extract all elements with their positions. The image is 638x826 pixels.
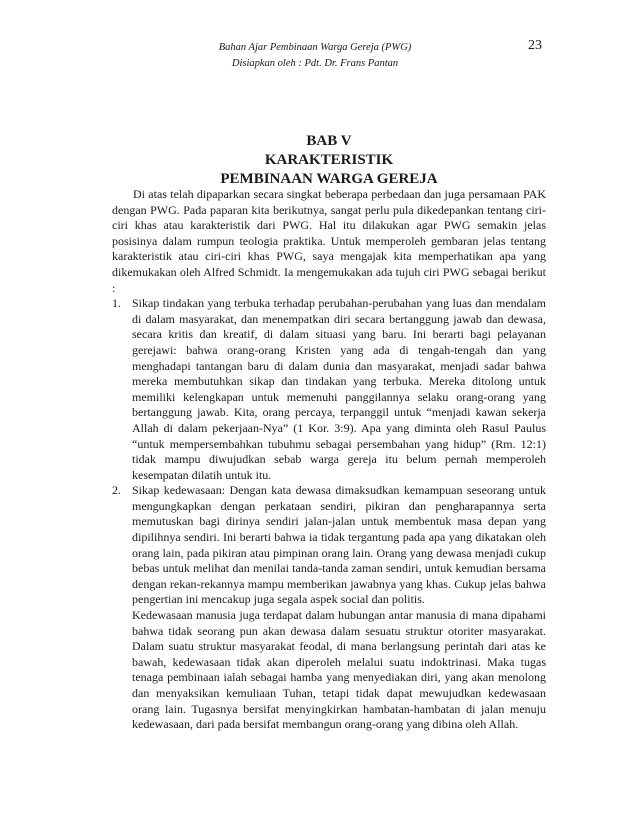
list-item-text-continued: Kedewasaan manusia juga terdapat dalam hubungan antar manusia di mana dipahami bahwa tidak seorang pun akan dewasa dalam sesuatu struktur otoriter masyarakat. Dalam suatu struktur masyarakat feodal, di mana berlangsung perintah dari atas ke bawah, kedewasaan tidak akan diperoleh melalui suatu indoktrinasi. Maka tugas tenaga pembinaan ialah sebagai hamba yang menyediakan diri, yang akan menolong dan menyaksikan kemuliaan Tuhan, tetapi tidak dapat mewujudkan kedewasaan orang lain. Tugasnya bersifat menyingkirkan hambatan-hambatan di jalan menuju kedewasaan, dari pada bersifat membangun orang-orang yang dibina oleh Allah. <box>132 608 546 732</box>
list-item <box>112 483 546 733</box>
header-line-2: Disiapkan oleh : Pdt. Dr. Frans Pantan <box>231 58 399 69</box>
list-item-number: 1. <box>112 296 121 311</box>
chapter-title-2: PEMBINAAN WARGA GEREJA <box>220 171 438 187</box>
list-item-number: 2. <box>112 483 121 498</box>
chapter-label: BAB V <box>306 133 352 149</box>
page-number: 23 <box>528 38 542 53</box>
running-header <box>170 40 460 72</box>
header-line-1: Bahan Ajar Pembinaan Warga Gereja (PWG) <box>218 42 412 53</box>
intro-paragraph: Di atas telah dipaparkan secara singkat beberapa perbedaan dan juga persamaan PAK dengan PWG. Pada paparan kita berikutnya, sangat perlu pula dikedepankan tentang ciri-ciri khas atau karakteristik dari PWG. Hal itu dilakukan agar PWG semakin jelas posisinya dalam rumpun teologia praktika. Untuk memperoleh gembaran jelas tentang karakteristik atau ciri-ciri khas PWG, saya mengajak kita memperhatikan apa yang dikemukakan oleh Alfred Schmidt. Ia mengemukakan ada tujuh ciri PWG sebagai berikut : <box>112 187 546 295</box>
chapter-heading <box>112 132 546 189</box>
chapter-title-1: KARAKTERISTIK <box>264 152 394 168</box>
list-item-text: Sikap tindakan yang terbuka terhadap perubahan-perubahan yang luas dan mendalam di dalam masyarakat, dan menempatkan diri secara bertanggung jawab dan dewasa, secara kritis dan kreatif, di dalam situasi yang baru. Ini berarti bagi pelayanan gerejawi: bahwa orang-orang Kristen yang ada di tengah-tengah dan yang menghadapi tantangan baru di dalam dunia dan masyarakat, menjadi sadar bahwa mereka membutuhkan sikap dan tindakan yang terbuka. Mereka ditolong untuk memiliki kelengkapan untuk memenuhi panggilannya selaku orang-orang yang bertanggung jawab. Kita, orang percaya, terpanggil untuk “menjadi kawan sekerja Allah di dalam pekerjaan-Nya” (1 Kor. 3:9). Apa yang diminta oleh Rasul Paulus “untuk mempersembahkan tubuhmu sebagai persembahan yang hidup” (Rm. 12:1) tidak mampu diwujudkan sebab warga gereja itu belum pernah memperoleh kesempatan dilatih untuk itu. <box>132 296 546 482</box>
body-text <box>112 187 546 733</box>
list-item-text: Sikap kedewasaan: Dengan kata dewasa dimaksudkan kemampuan seseorang untuk mengungkapkan dengan perkataan sendiri, pikiran dan pengharapannya serta memutuskan bagi dirinya sendiri jalan-jalan untuk membentuk masa depan yang dipilihnya sendiri. Ini berarti bahwa ia tidak tergantung pada apa yang dikatakan oleh orang lain, pada pikiran atau pimpinan orang lain. Orang yang dewasa menjadi cukup bebas untuk melihat dan menilai tanda-tanda zaman sendiri, untuk kemudian bersama dengan rekan-rekannya mampu memberikan jawabnya yang khas. Cukup jelas bahwa pengertian ini mencakup juga segala aspek social dan politis. <box>132 483 546 607</box>
list-item <box>112 296 546 483</box>
